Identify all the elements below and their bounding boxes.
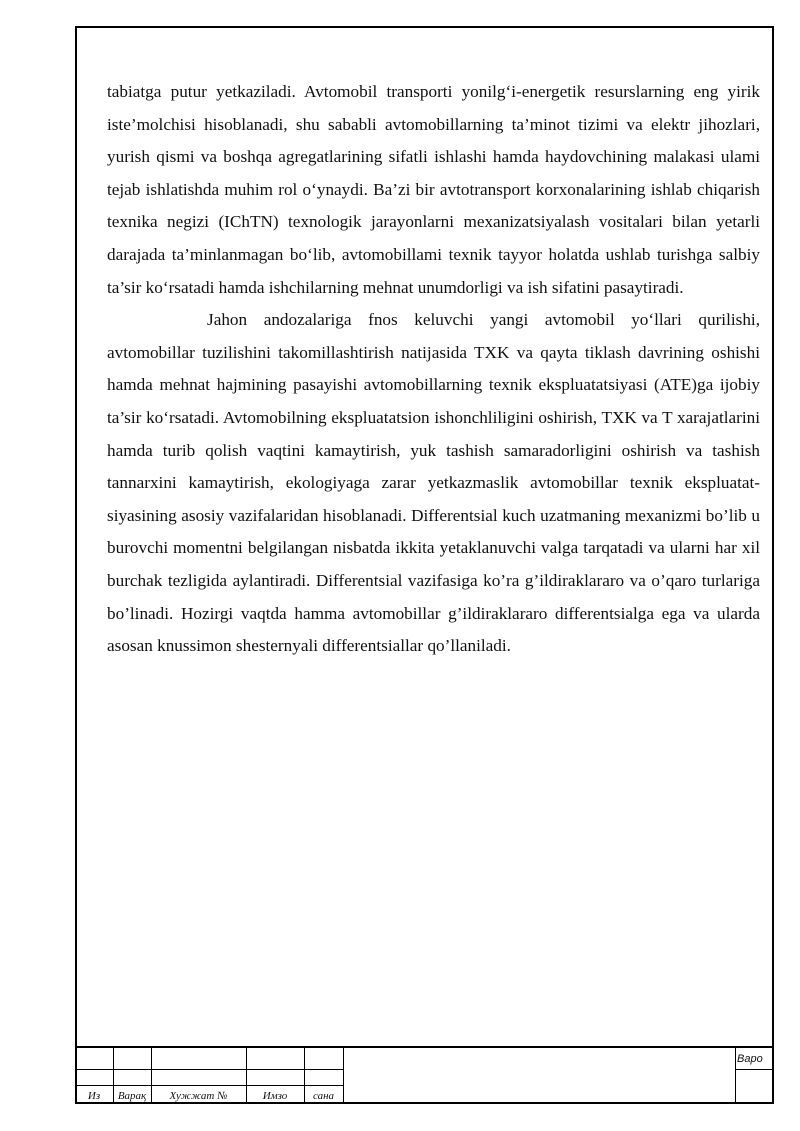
stamp-page-label: Варо [737, 1053, 763, 1065]
stamp-label-iz: Из [87, 1090, 101, 1102]
document-body [107, 76, 760, 663]
stamp-label-imzo: Имзо [262, 1090, 288, 1102]
paragraph-1: tabiatga putur yetkaziladi. Avtomobil transporti yonilg‘i-energetik resurslarning eng yirik iste’molchisi hisoblanadi, shu sababli avtomobillarning ta’minot tizimi va elektr jihozlari, yurish qismi va boshqa agregatlarining sifatli ishlashi hamda haydovchining malakasi ulami tejab ishlatishda muhim rol o‘ynaydi. Ba’zi bir avtotransport korxonalarining ishlab chiqarish texnika negizi (IChTN) texnologik jarayonlarni mexanizatsiyalash vositalari bilan yetarli darajada ta’minlanmagan bo‘lib, avtomobillami texnik tayyor holatda ushlab turishga salbiy ta’sir ko‘rsatadi hamda ishchilarning mehnat unumdorligi va ish sifatini pasaytiradi. [107, 82, 760, 297]
stamp-label-varoq: Варақ [117, 1090, 147, 1102]
stamp-page-divider [735, 1048, 736, 1104]
stamp-row-line-2 [75, 1085, 343, 1086]
paragraph-2: Jahon andozalariga fnos keluvchi yangi avtomobil yo‘llari qurilishi, avtomobillar tuzilishini takomillashtirish natijasida TXK va qayta tiklash davrining oshishi hamda mehnat hajmining pasayishi avtomobillarning texnik ekspluatatsiyasi (ATE)ga ijobiy ta’sir ko‘rsatadi. Avtomobilning ekspluatatsion ishonchliligini oshirish, TXK va T xarajatlarini hamda turib qolish vaqtini kamaytirish, yuk tashish samaradorligini oshirish va tashish tannarxini kamaytirish, ekologiyaga zarar yetkazmaslik avtomobillar texnik ekspluatat- siyasining asosiy vazifalaridan hisoblanadi. Differentsial kuch uzatmaning mexanizmi bo’lib u burovchi momentni belgilangan nisbatda ikkita yetaklanuvchi valga tarqatadi va ularni har xil burchak tezligida aylantiradi. Differentsial vazifasiga ko’ra g’ildiraklararo va o’qaro turlariga bo’linadi. Hozirgi vaqtda hamma avtomobillar g’ildiraklararo differentsialga ega va ularda asosan knussimon shesternyali differentsiallar qo’llaniladi. [107, 310, 760, 656]
title-block [75, 1046, 774, 1104]
stamp-row-line-1 [75, 1069, 343, 1070]
stamp-label-hujjat: Хужжат № [169, 1090, 228, 1102]
stamp-page-row-line [735, 1069, 772, 1070]
stamp-label-sana: сана [312, 1090, 335, 1102]
stamp-col-line-5 [343, 1048, 344, 1104]
